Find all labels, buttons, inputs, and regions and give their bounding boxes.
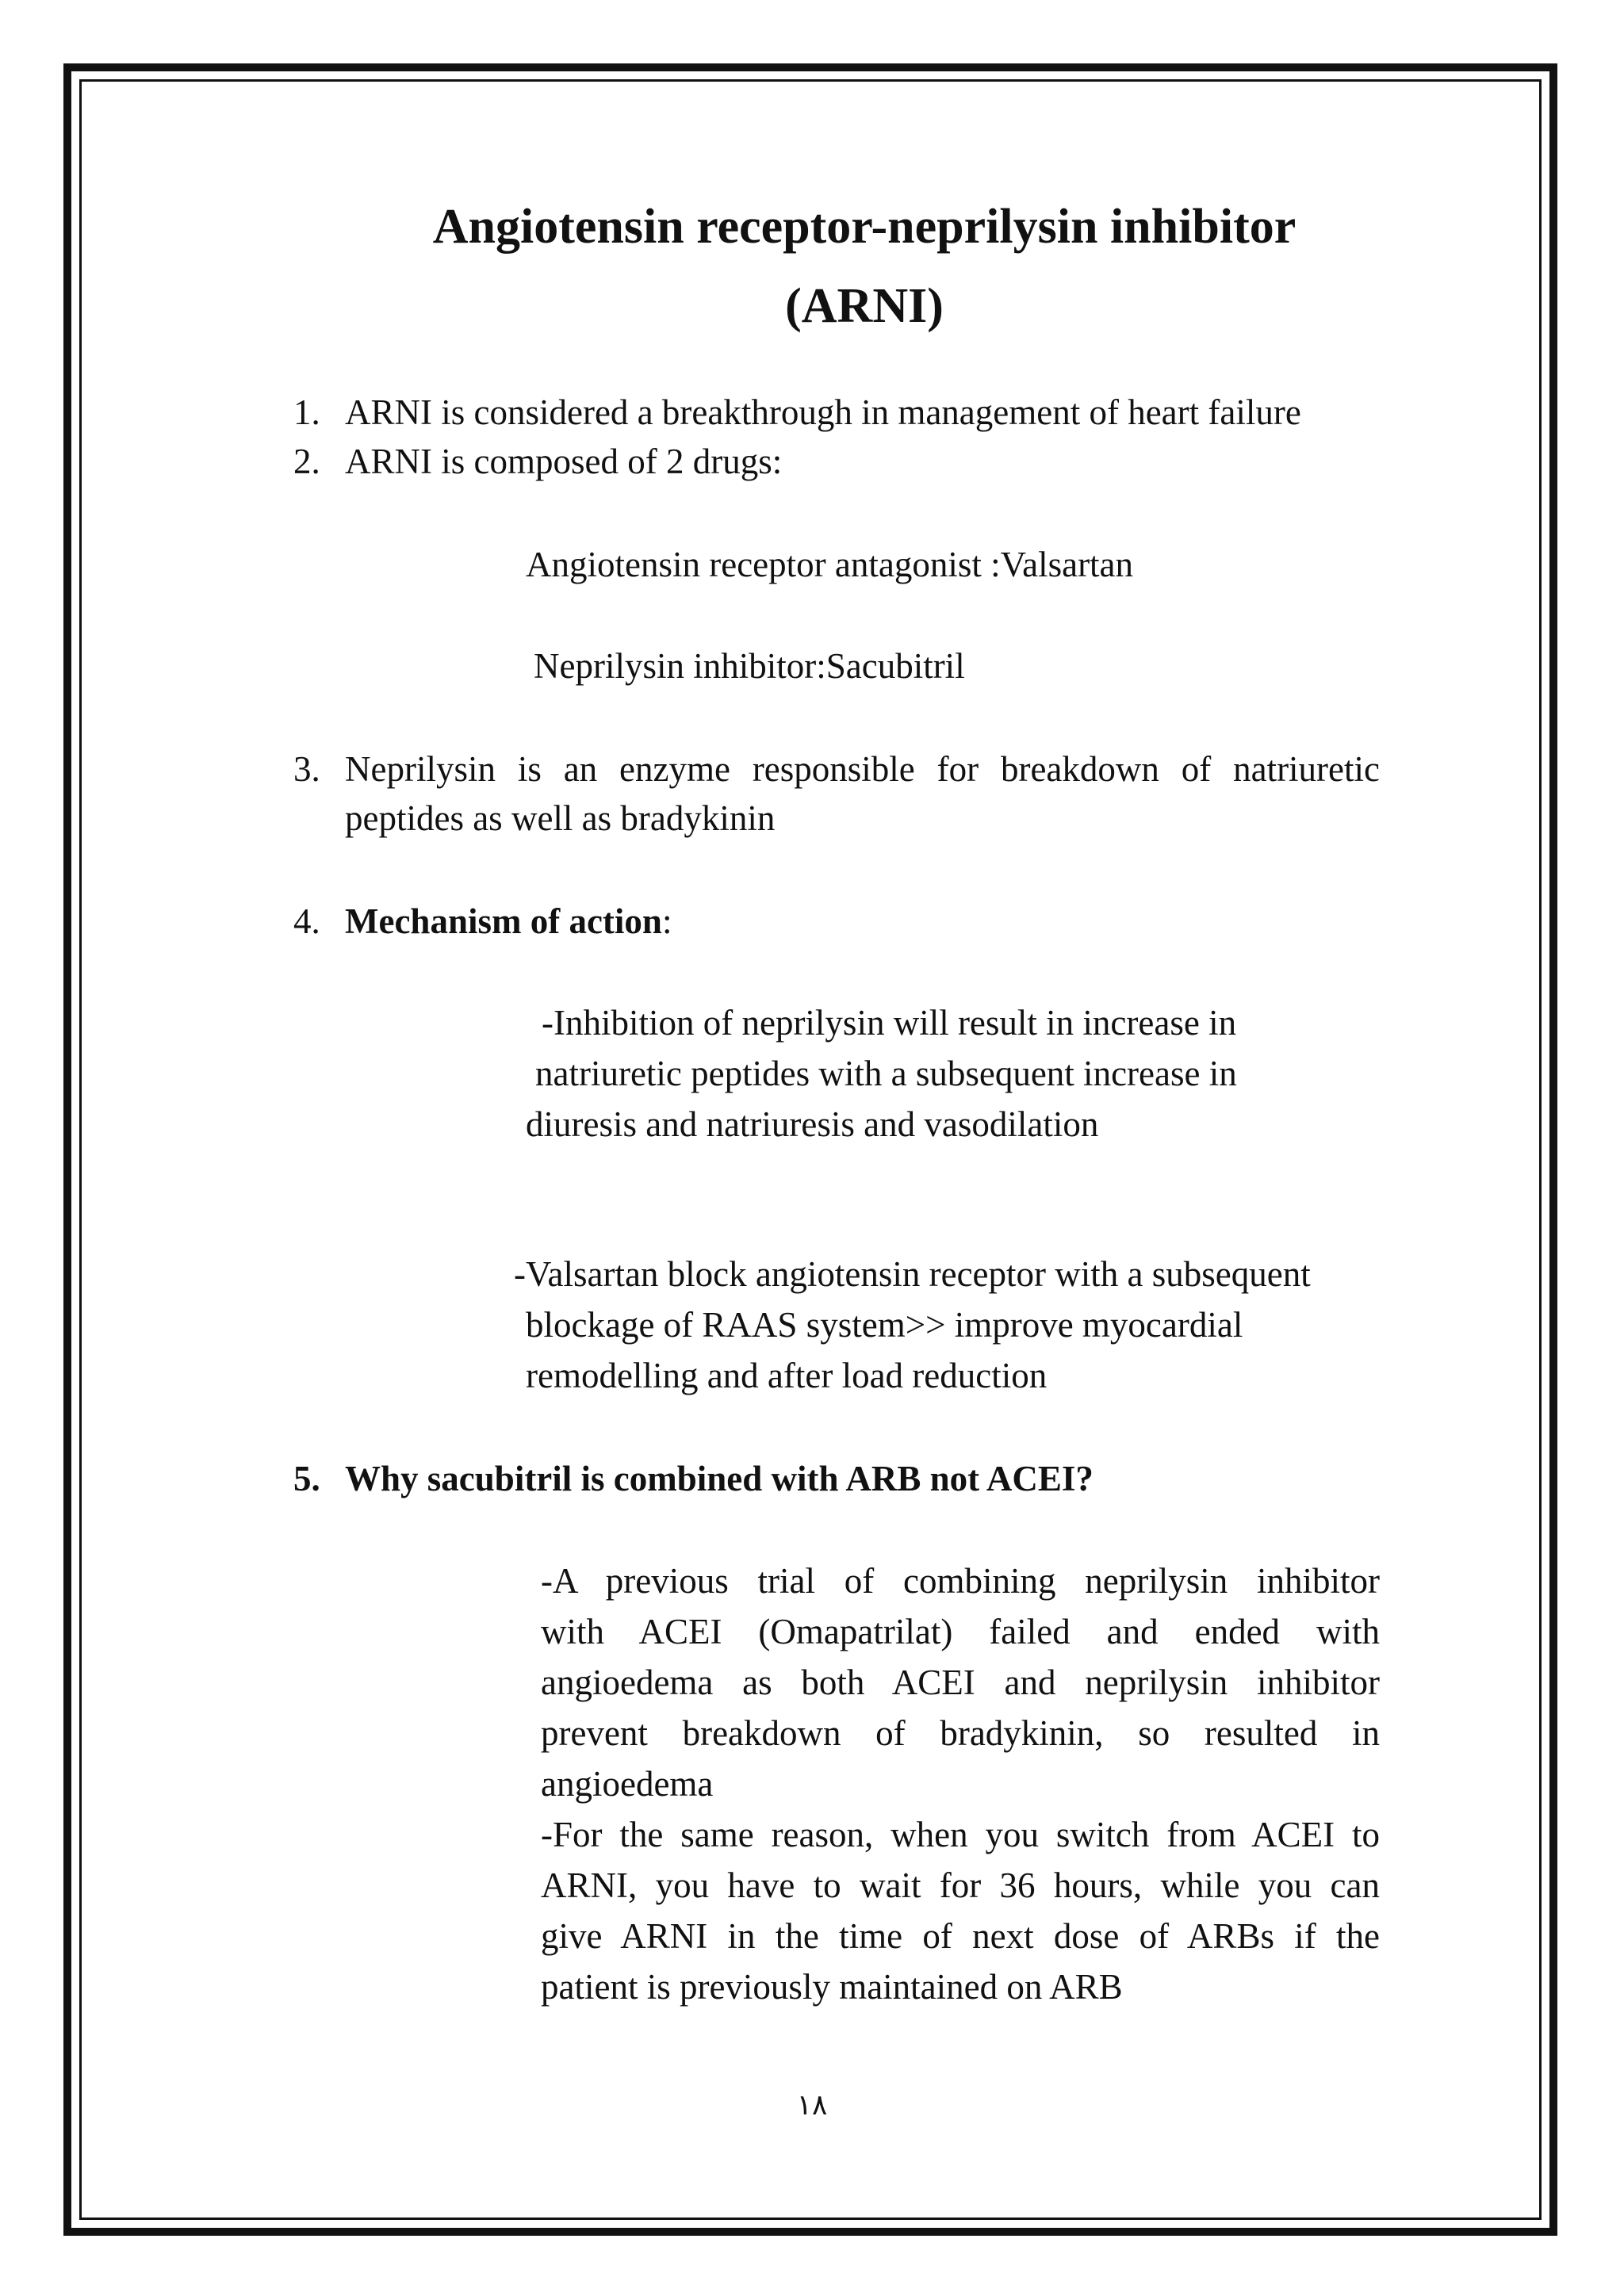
mechanism-p2-line-3: remodelling and after load reduction <box>526 1356 1048 1395</box>
reason-line-2: with ACEI (Omapatrilat) failed and ended with <box>541 1612 1380 1651</box>
item-5-heading: Why sacubitril is combined with ARB not ACEI? <box>345 1459 1094 1498</box>
reason-line-9: patient is previously maintained on ARB <box>541 1967 1123 2007</box>
component-sacubitril: Neprilysin inhibitor:Sacubitril <box>534 646 965 686</box>
reason-line-4: prevent breakdown of bradykinin, so resulted in <box>541 1713 1380 1753</box>
reason-line-5: angioedema <box>541 1764 714 1804</box>
mechanism-p2-line-1: -Valsartan block angiotensin receptor with a subsequent <box>514 1254 1311 1294</box>
page-title-line-1: Angiotensin receptor-neprilysin inhibitor <box>432 200 1297 254</box>
reason-line-1: -A previous trial of combining neprilysin inhibitor <box>541 1561 1380 1601</box>
mechanism-p1-line-2: natriuretic peptides with a subsequent increase in <box>535 1054 1237 1093</box>
item-4-heading-colon: : <box>661 901 672 941</box>
item-1-text: ARNI is considered a breakthrough in management of heart failure <box>345 392 1301 432</box>
component-valsartan: Angiotensin receptor antagonist :Valsartan <box>526 545 1134 584</box>
item-5-number: 5. <box>293 1459 320 1498</box>
item-3-text-line-2: peptides as well as bradykinin <box>345 798 776 838</box>
reason-line-7: ARNI, you have to wait for 36 hours, while you can <box>541 1866 1380 1905</box>
item-4-heading <box>345 901 672 941</box>
reason-line-8: give ARNI in the time of next dose of ARBs if the <box>541 1916 1380 1956</box>
item-3-number: 3. <box>293 749 320 789</box>
item-1-number: 1. <box>293 392 320 432</box>
item-4-heading-bold: Mechanism of action <box>345 901 662 941</box>
item-3-text-line-1: Neprilysin is an enzyme responsible for breakdown of natriuretic <box>345 749 1380 789</box>
page-number: ١٨ <box>796 2089 828 2122</box>
item-4-number: 4. <box>293 901 320 941</box>
page-title-line-2: (ARNI) <box>785 279 944 333</box>
mechanism-p1-line-3: diuresis and natriuresis and vasodilation <box>526 1104 1099 1144</box>
mechanism-p2-line-2: blockage of RAAS system>> improve myocardial <box>526 1305 1243 1345</box>
item-2-number: 2. <box>293 442 320 481</box>
reason-line-3: angioedema as both ACEI and neprilysin inhibitor <box>541 1663 1380 1702</box>
item-2-text: ARNI is composed of 2 drugs: <box>345 442 783 481</box>
reason-line-6: -For the same reason, when you switch from ACEI to <box>541 1815 1380 1854</box>
mechanism-p1-line-1: -Inhibition of neprilysin will result in increase in <box>542 1003 1237 1043</box>
